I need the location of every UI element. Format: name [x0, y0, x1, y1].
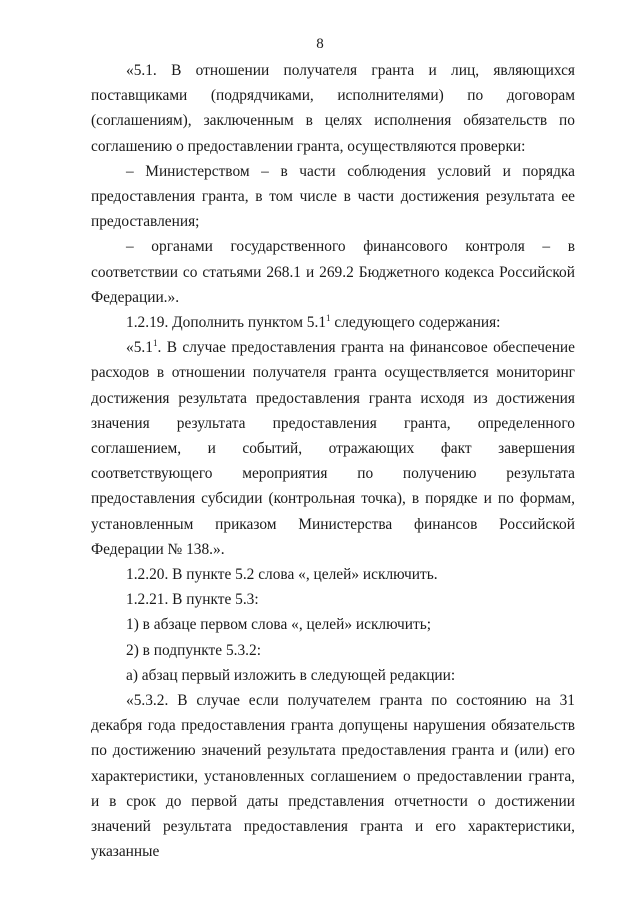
paragraph-1-2-21: 1.2.21. В пункте 5.3: [126, 591, 259, 609]
paragraph-item-2: 2) в подпункте 5.3.2: [126, 641, 262, 659]
paragraph-1-2-19-end: следующего содержания: [330, 314, 501, 332]
paragraph-1-2-19 [91, 310, 575, 335]
paragraph-item-1: 1) в абзаце первом слова «, целей» исключить; [126, 616, 432, 634]
paragraph-ministry-checks: – Министерством – в части соблюдения условий и порядка предоставления гранта, в том числе в части достижения результата ее предоставления; [91, 162, 575, 231]
paragraph-5-1-1-start: «5.1 [126, 339, 153, 357]
paragraph-1-2-20: 1.2.20. В пункте 5.2 слова «, целей» исключить. [126, 566, 438, 584]
page-number: 8 [316, 36, 324, 52]
paragraph-1-2-19-start: 1.2.19. Дополнить пунктом 5.1 [126, 314, 327, 332]
paragraph-5-3-2: «5.3.2. В случае если получателем гранта по состоянию на 31 декабря года предоставления гранта допущены нарушения обязательств по достижению значений результата предоставления гранта и (или) его характеристики, установленных соглашением о предоставлении гранта, и в срок до первой даты представления отчетности о достижении значений результата предоставления гранта и его характеристики, указанные [91, 692, 575, 861]
paragraph-5-1-1-end: . В случае предоставления гранта на финансовое обеспечение расходов в отношении получателя гранта осуществляется мониторинг достижения результата предоставления гранта исходя из достижения значения результата предоставления гранта, определенного соглашением, и событий, отражающих факт завершения соответствующего мероприятия по получению результата предоставления субсидии (контрольная точка), в порядке и по формам, установленным приказом Министерства финансов Российской Федерации № 138.». [91, 339, 575, 558]
paragraph-item-a: а) абзац первый изложить в следующей редакции: [126, 666, 456, 684]
paragraph-5-1: «5.1. В отношении получателя гранта и лиц, являющихся поставщиками (подрядчиками, исполнителями) по договорам (соглашениям), заключенным в целях исполнения обязательств по соглашению о предоставлении гранта, осуществляются проверки: [91, 62, 575, 155]
superscript-1: 1 [152, 338, 158, 349]
document-body [91, 58, 575, 865]
paragraph-financial-control-checks: – органами государственного финансового контроля – в соответствии со статьями 268.1 и 269.2 Бюджетного кодекса Российской Федерации.». [91, 238, 575, 306]
superscript-1: 1 [326, 312, 331, 323]
paragraph-5-1-1 [91, 335, 575, 562]
